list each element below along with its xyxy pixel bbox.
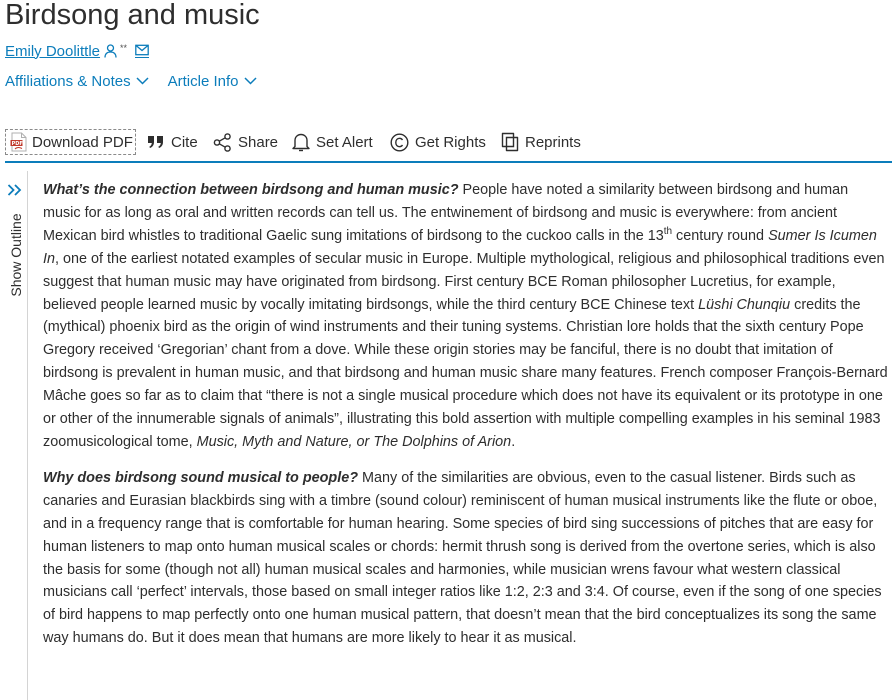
superscript: th <box>663 226 673 238</box>
outline-divider <box>27 171 28 700</box>
set-alert-button[interactable] <box>292 129 373 155</box>
paragraph-text: Many of the similarities are obvious, even to the casual listener. Birds such as canaries and Eurasian blackbirds sing with a timbre (sound colour) reminiscent of human musical instruments like the flute or oboe, and in a frequency range that is comfortable for human hearing. Some species of bird sing successions of pitches that are easy for human listeners to map onto human musical scales or chords: hermit thrush song is derived from the overtone series, which is also the basis for some (though not all) human musical scales and harmonies, while musician wrens favour what western classical musicians call ‘perfect’ intervals, those based on small integer ratios like 1:2, 2:3 and 3:4. Of course, even if the song of one species of bird happens to map perfectly onto one human musical pattern, that doesn’t mean that the bird conceptualizes its song the same way humans do. But it does mean that humans are more likely to hear it as musical. <box>43 469 882 647</box>
paragraph-lead: Why does birdsong sound musical to people? <box>43 469 359 486</box>
author-link[interactable]: Emily Doolittle <box>5 42 101 60</box>
paragraph-lead: What’s the connection between birdsong and human music? <box>43 182 459 198</box>
paragraph-text: . <box>511 433 516 450</box>
meta-row <box>5 71 276 91</box>
toolbar-divider <box>5 161 892 163</box>
get-rights-button[interactable] <box>390 129 486 155</box>
chevron-down-icon <box>244 77 257 85</box>
article-info-label: Article Info <box>167 72 239 90</box>
quote-icon <box>147 135 165 149</box>
paragraph-text: People have noted a similarity between birdsong and human music for as long as oral and written records can tell us. The entwinement of birdsong and music is everywhere: from ancient Mexican bird whistles to traditional Gaelic sung imitations of birdsong to the cuckoo calls in the 13 <box>43 182 849 244</box>
show-outline-label: Show Outline <box>8 213 24 297</box>
chevron-down-icon <box>136 77 149 85</box>
author-row <box>5 41 149 61</box>
reprints-icon <box>501 132 519 152</box>
person-icon <box>104 44 117 58</box>
article-paragraph <box>43 179 889 454</box>
paragraph-text: credits the (mythical) phoenix bird as the origin of wind instruments and their tuning systems. Christian lore holds that the sixth century Pope Gregory received ‘Gregorian’ chant from a dove. While these origin stories may be fanciful, there is no doubt that imitation of birdsong is prevalent in human music, and that birdsong and human music share many features. French composer François-Bernard Mâche goes so far as to claim that “there is not a single musical procedure which does not have its equivalent or its prototype in one or other of the innumerable signals of animals”, illustrating this bold assertion with multiple compelling examples in his seminal 1983 zoomusicological tome, <box>43 296 888 450</box>
article-body <box>43 179 889 663</box>
work-title: Sumer Is Icumen In <box>43 227 877 267</box>
share-label: Share <box>238 133 279 151</box>
affiliations-notes-label: Affiliations & Notes <box>5 72 131 90</box>
affiliations-notes-toggle[interactable] <box>5 73 149 90</box>
download-pdf-label: Download PDF <box>32 133 133 151</box>
paragraph-text: century round <box>672 227 769 244</box>
double-chevron-right-icon <box>7 184 22 196</box>
share-button[interactable] <box>213 129 278 155</box>
cite-label: Cite <box>171 133 198 151</box>
svg-text:PDF: PDF <box>11 140 23 147</box>
get-rights-label: Get Rights <box>415 133 486 151</box>
article-paragraph <box>43 467 889 650</box>
pdf-icon <box>10 132 28 152</box>
article-title: Birdsong and music <box>5 0 260 31</box>
copyright-icon <box>390 133 409 152</box>
download-pdf-button[interactable] <box>5 129 136 155</box>
work-title: Music, Myth and Nature, or The Dolphins of Arion <box>196 433 512 450</box>
work-title: Lüshi Chunqiu <box>698 296 791 313</box>
reprints-label: Reprints <box>525 133 581 151</box>
cite-button[interactable] <box>147 129 198 155</box>
author-note-marker: ** <box>120 43 128 53</box>
bell-icon <box>292 132 310 152</box>
paragraph-text: , one of the earliest notated examples of secular music in Europe. Multiple mythological, religious and philosophical traditions even suggest that human music may have originated from birdsong. First century BCE Roman philosopher Lucretius, for example, believed people learned music by vocally imitating birdsongs, while the third century BCE Chinese text <box>43 250 885 313</box>
article-toolbar <box>5 128 892 160</box>
set-alert-label: Set Alert <box>316 133 373 151</box>
reprints-button[interactable] <box>501 129 581 155</box>
article-info-toggle[interactable] <box>168 73 257 90</box>
mail-icon[interactable] <box>135 44 149 58</box>
show-outline-toggle[interactable] <box>4 179 26 309</box>
share-icon <box>213 133 232 152</box>
